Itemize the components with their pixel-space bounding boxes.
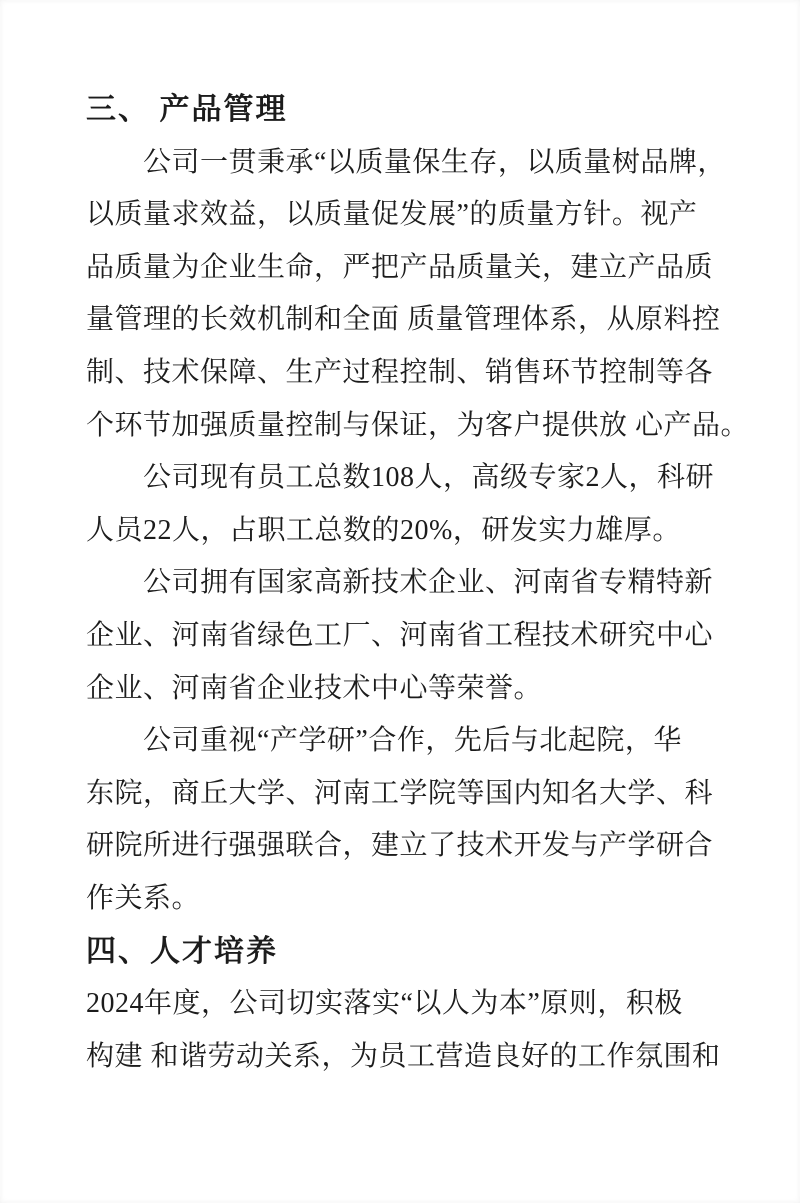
text-line: 企业、河南省绿色工厂、河南省工程技术研究中心 — [86, 619, 714, 651]
text-line: 公司现有员工总数108人，高级专家2人，科研 — [143, 462, 715, 494]
text-line: 个环节加强质量控制与保证，为客户提供放 心产品。 — [86, 409, 750, 441]
text-line: 公司拥有国家高新技术企业、河南省专精特新 — [143, 567, 714, 599]
section-heading: 四、人才培养 — [86, 934, 278, 968]
text-line: 2024年度，公司切实落实“以人为本”原则，积极 — [86, 988, 683, 1020]
section-heading: 三、 产品管理 — [86, 93, 288, 126]
text-line: 以质量求效益，以质量促发展”的质量方针。视产 — [86, 199, 698, 231]
text-line: 品质量为企业生命，严把产品质量关，建立产品质 — [86, 251, 714, 283]
text-line: 公司重视“产学研”合作，先后与北起院，华 — [143, 725, 682, 757]
text-line: 量管理的长效机制和全面 质量管理体系，从原料控 — [86, 304, 721, 336]
text-line: 人员22人，占职工总数的20%，研发实力雄厚。 — [86, 514, 681, 546]
document-body — [86, 84, 750, 1083]
text-line: 公司一贯秉承“以质量保生存，以质量树品牌， — [143, 146, 726, 178]
text-line: 企业、河南省企业技术中心等荣誉。 — [86, 672, 543, 704]
text-line: 研院所进行强强联合，建立了技术开发与产学研合 — [86, 830, 714, 862]
text-line: 制、技术保障、生产过程控制、销售环节控制等各 — [86, 356, 714, 388]
text-line: 作关系。 — [86, 882, 201, 914]
text-line: 构建 和谐劳动关系，为员工营造良好的工作氛围和 — [86, 1040, 721, 1072]
text-line: 东院，商丘大学、河南工学院等国内知名大学、科 — [86, 777, 714, 809]
